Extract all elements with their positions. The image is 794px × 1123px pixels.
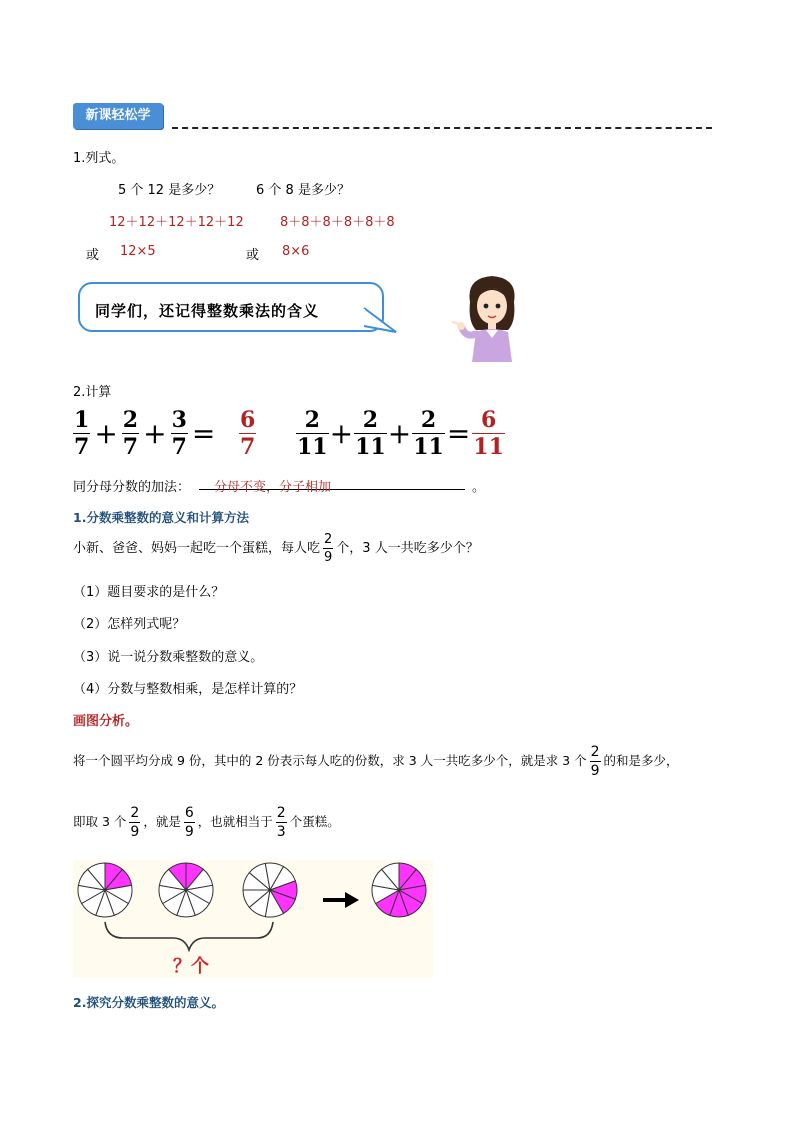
question-2: （2）怎样列式呢？ xyxy=(73,617,186,632)
q1-sum-a: 12＋12＋12＋12＋12 xyxy=(109,215,244,230)
analysis-line-2: 即取 3 个 $\frac{2}{9}$ ，就是 $\frac{6}{9}$ ，也就相当于 $\frac{2}{3}$ 个蛋糕。 xyxy=(73,805,340,840)
section-badge: 新课轻松学 xyxy=(73,103,163,129)
question-4: （4）分数与整数相乘，是怎样计算的？ xyxy=(73,682,303,697)
cake-circle-4 xyxy=(372,863,426,917)
analysis-line-1: 将一个圆平均分成 9 份，其中的 2 份表示每人吃的份数，求 3 人一共吃多少个，就是求 3 个 $\frac{2}{9}$ 的和是多少， xyxy=(73,744,679,779)
analysis-frac-2: $\frac{2}{9}$ xyxy=(130,805,140,840)
q1-or-b: 或 xyxy=(246,248,260,263)
section2-heading: 2.探究分数乘整数的意义。 xyxy=(73,995,224,1010)
eq2-answer: $\frac{6}{11}$ xyxy=(473,407,504,460)
eq1-answer: $\frac{6}{7}$ xyxy=(240,407,256,460)
rule-answer: 分母不变，分子相加 xyxy=(214,480,332,495)
q1-product-a: 12×5 xyxy=(120,244,156,259)
question-1: （1）题目要求的是什么？ xyxy=(73,585,225,600)
cake-circle-1 xyxy=(78,863,132,917)
header-dashed-rule xyxy=(172,127,712,129)
eq1-frac-2: $\frac{2}{7}$ xyxy=(122,407,139,460)
eq2-frac-3: $\frac{2}{11}$ xyxy=(413,407,444,460)
equation-2: $\frac{2}{11}$ + $\frac{2}{11}$ + $\frac{2}{11}$ = $\frac{6}{11}$ xyxy=(297,407,504,460)
eq2-frac-1: $\frac{2}{11}$ xyxy=(297,407,328,460)
q1-sum-b: 8＋8＋8＋8＋8＋8 xyxy=(280,215,395,230)
q1-or-a: 或 xyxy=(86,248,100,263)
q2-title: 2.计算 xyxy=(73,385,112,400)
q1-product-b: 8×6 xyxy=(282,244,310,259)
analysis-label: 画图分析。 xyxy=(73,714,139,729)
cake-figure xyxy=(73,860,433,978)
q1-prompt-a: 5 个 12 是多少？ xyxy=(118,183,221,198)
eq2-frac-2: $\frac{2}{11}$ xyxy=(355,407,386,460)
analysis-frac-3: $\frac{6}{9}$ xyxy=(184,805,194,840)
equation-1: $\frac{1}{7}$ + $\frac{2}{7}$ + $\frac{3}{7}$ = $\frac{6}{7}$ xyxy=(74,407,256,460)
cake-circle-2 xyxy=(159,863,213,917)
arrow-icon xyxy=(345,892,359,908)
q1-title: 1.列式。 xyxy=(73,151,125,166)
problem-text: 小新、爸爸、妈妈一起吃一个蛋糕，每人吃 $\frac{2}{9}$ 个，3 人一共吃多少个？ xyxy=(73,532,479,565)
question-3: （3）说一说分数乘整数的意义。 xyxy=(73,650,264,665)
speech-bubble-tail xyxy=(360,306,400,336)
analysis-frac-4: $\frac{2}{3}$ xyxy=(276,805,286,840)
problem-frac: $\frac{2}{9}$ xyxy=(324,532,333,565)
eq1-frac-1: $\frac{1}{7}$ xyxy=(74,407,90,460)
eq1-frac-3: $\frac{3}{7}$ xyxy=(171,407,187,460)
analysis-frac-1: $\frac{2}{9}$ xyxy=(590,744,600,779)
bubble-text: 同学们，还记得整数乘法的含义 xyxy=(95,302,320,320)
rule-end: 。 xyxy=(472,480,486,495)
figure-label: ？个 xyxy=(173,956,209,977)
q1-prompt-b: 6 个 8 是多少？ xyxy=(256,183,350,198)
rule-label: 同分母分数的加法： xyxy=(73,480,191,495)
teacher-illustration xyxy=(452,272,532,364)
section1-heading: 1.分数乘整数的意义和计算方法 xyxy=(73,510,249,525)
brace xyxy=(105,922,273,950)
cake-circle-3 xyxy=(243,863,297,917)
